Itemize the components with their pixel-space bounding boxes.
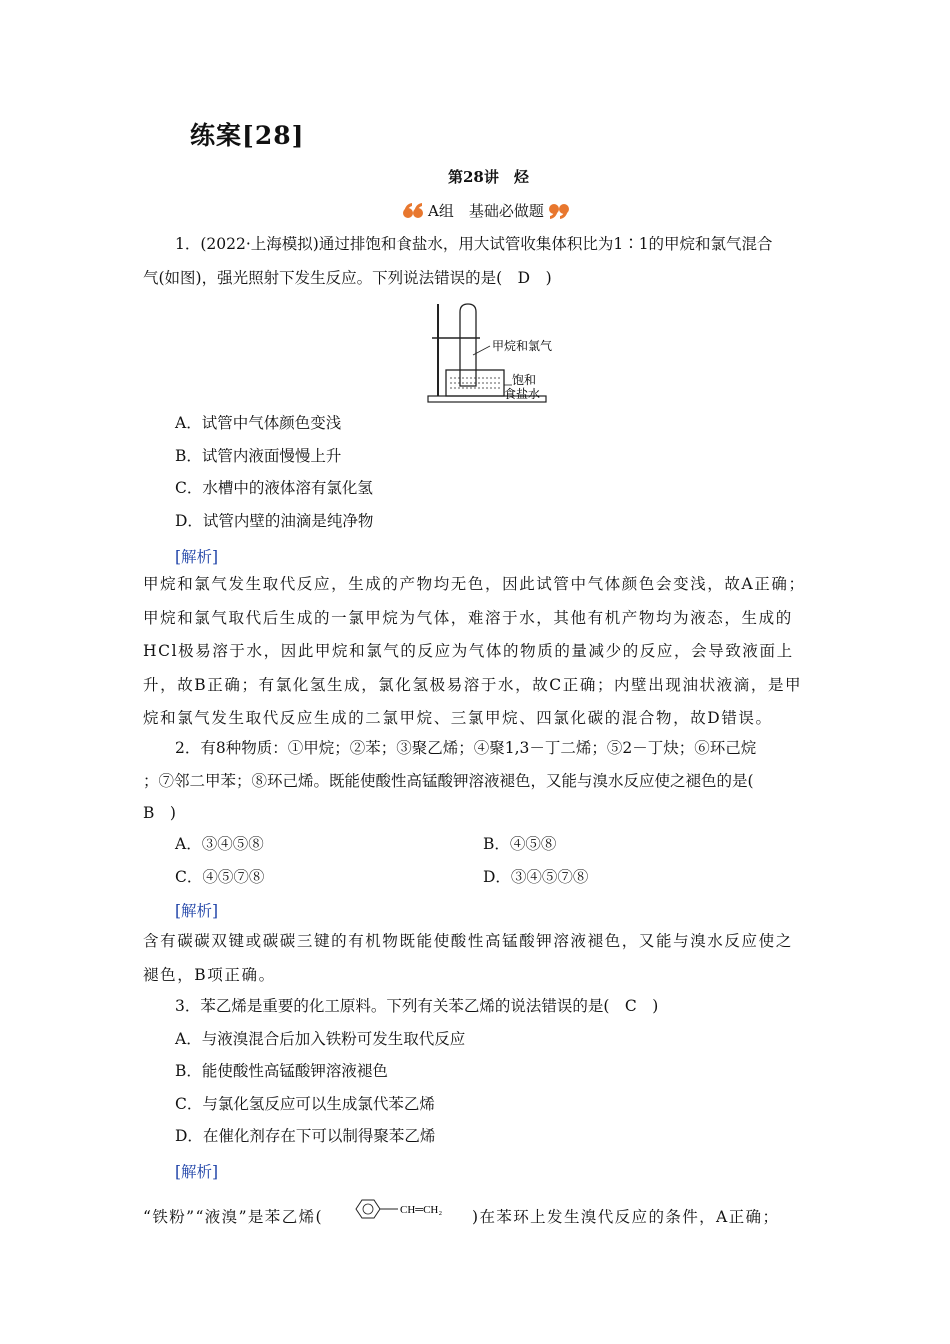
q2-option-c: C．④⑤⑦⑧ <box>175 868 265 886</box>
q3-analysis-part1: “铁粉”“液溴”是苯乙烯( <box>143 1208 323 1226</box>
q2-stem-line2: ；⑦邻二甲苯；⑧环己烯。既能使酸性高锰酸钾溶液褪色，又能与溴水反应使之褪色的是( <box>143 772 754 790</box>
q1-option-b: B．试管内液面慢慢上升 <box>175 447 342 465</box>
q2-option-b: B．④⑤⑧ <box>483 835 557 853</box>
q1-stem-line2: 气(如图)，强光照射下发生反应。下列说法错误的是( D ) <box>143 269 552 287</box>
q1-option-a: A．试管中气体颜色变浅 <box>175 414 342 432</box>
lecture-heading: 第28讲 烃 <box>448 168 529 186</box>
q3-option-d: D．在催化剂存在下可以制得聚苯乙烯 <box>175 1127 436 1145</box>
apparatus-figure <box>420 300 580 410</box>
styrene-structure <box>346 1196 476 1222</box>
q2-analysis-label: [解析] <box>175 902 219 920</box>
q2-option-a: A．③④⑤⑧ <box>175 835 264 853</box>
group-heading <box>402 200 570 221</box>
q3-analysis-label: [解析] <box>175 1163 219 1181</box>
q3-option-c: C．与氯化氢反应可以生成氯代苯乙烯 <box>175 1095 435 1113</box>
q1-stem-line1: 1．(2022·上海模拟)通过排饱和食盐水，用大试管收集体积比为1∶1的甲烷和氯气混合 <box>175 235 773 253</box>
q2-stem-line3: B ) <box>143 804 176 822</box>
q2-option-d: D．③④⑤⑦⑧ <box>483 868 589 886</box>
q1-analysis-label: [解析] <box>175 548 219 566</box>
q2-stem-line1: 2．有8种物质：①甲烷；②苯；③聚乙烯；④聚1,3－丁二烯；⑤2－丁炔；⑥环己烷 <box>175 739 757 757</box>
group-label: A组 基础必做题 <box>428 202 544 220</box>
styrene-formula: CH═CH₂ <box>400 1204 443 1216</box>
q3-option-b: B．能使酸性高锰酸钾溶液褪色 <box>175 1062 388 1080</box>
quote-left-icon <box>402 201 424 221</box>
q1-analysis: 甲烷和氯气发生取代反应，生成的产物均无色，因此试管中气体颜色会变浅，故A正确；甲烷和氯气取代后生成的一氯甲烷为气体，难溶于水，其他有机产物均为液态，生成的HCl极易溶于水，因此甲烷和氯气的反应为气体的物质的量减少的反应，会导致液面上升，故B正确；有氯化氢生成，氯化氢极易溶于水，故C正确；内壁出现油状液滴，是甲烷和氯气发生取代反应生成的二氯甲烷、三氯甲烷、四氯化碳的混合物，故D错误。 <box>143 575 806 727</box>
q3-option-a: A．与液溴混合后加入铁粉可发生取代反应 <box>175 1030 466 1048</box>
q1-option-d: D．试管内壁的油滴是纯净物 <box>175 512 374 530</box>
figure-label-water-1: 饱和 <box>512 373 537 387</box>
q2-analysis: 含有碳碳双键或碳碳三键的有机物既能使酸性高锰酸钾溶液褪色，又能与溴水反应使之褪色，B项正确。 <box>143 932 793 984</box>
figure-label-gas: 甲烷和氯气 <box>492 339 553 353</box>
figure-label-water-2: 食盐水 <box>504 387 541 401</box>
quote-right-icon <box>548 201 570 221</box>
q1-option-c: C．水槽中的液体溶有氯化氢 <box>175 479 373 497</box>
q3-stem: 3．苯乙烯是重要的化工原料。下列有关苯乙烯的说法错误的是( C ) <box>175 997 659 1015</box>
q3-analysis-part2: )在苯环上发生溴代反应的条件，A正确； <box>472 1208 780 1226</box>
page-title: 练案[28] <box>190 121 305 150</box>
